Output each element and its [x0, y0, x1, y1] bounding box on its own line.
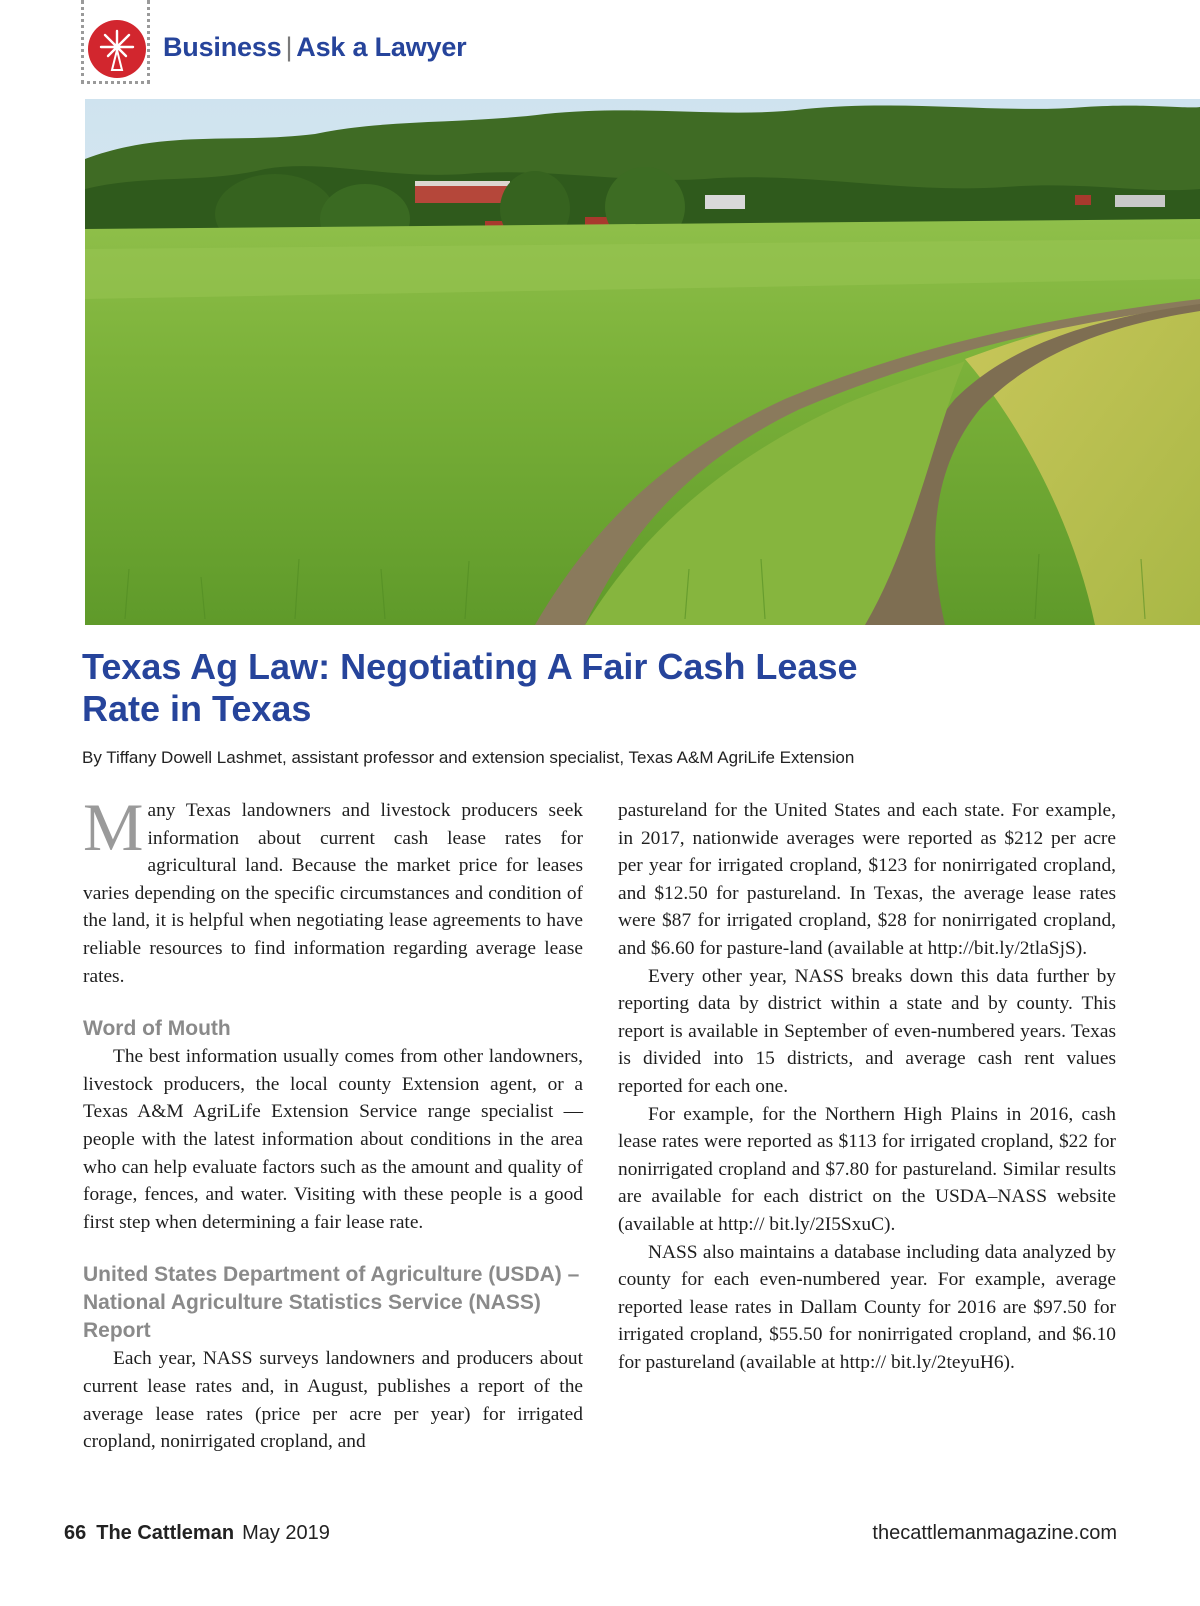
article-title-line2: Rate in Texas: [82, 688, 312, 729]
subsection-name: Ask a Lawyer: [296, 32, 467, 62]
section-heading: [163, 32, 466, 63]
intro-paragraph: [83, 789, 583, 990]
article-column-left: [83, 789, 583, 1456]
county-database-paragraph: NASS also maintains a database including data analyzed by county for each even-numbered year. For example, average reported lease rates in Dallam County for 2016 are $97.50 for irrigated cropland, $55.50 for nonirrigated cropland, and $6.10 for pastureland (available at http:// bit.ly/2teyuH6).: [618, 1241, 1116, 1373]
hero-farmland-photo: [85, 99, 1200, 625]
nass-paragraph-start: Each year, NASS surveys landowners and producers about current lease rates and, in August, publishes a report of the average lease rates (price per acre per year) for irrigated cropland, nonirrigated cropland, and: [83, 1348, 583, 1453]
drop-cap: M: [83, 789, 144, 865]
subhead-word-of-mouth: Word of Mouth: [83, 1017, 231, 1041]
page-number: 66: [64, 1522, 87, 1544]
every-other-year-paragraph: Every other year, NASS breaks down this data further by reporting data by district within a state and by county. This report is available in September of even-numbered years. Texas is divided into 15 districts, and average cash rent values reported for each one.: [618, 965, 1116, 1097]
article-title: [82, 646, 982, 730]
footer-website: thecattlemanmagazine.com: [872, 1522, 1117, 1544]
section-name: Business: [163, 32, 282, 62]
article-title-line1: Texas Ag Law: Negotiating A Fair Cash Lease: [82, 646, 858, 687]
nass-paragraph-continued: pastureland for the United States and each state. For example, in 2017, nationwide averages were reported as $212 per acre per year for irrigated cropland, $123 for nonirrigated cropland, and $12.50 for pastureland. In Texas, the average lease rates were $87 for irrigated cropland, $28 for nonirrigated cropland, and $6.60 for pasture-land (available at http://bit.ly/2tlaSjS).: [618, 800, 1116, 959]
intro-text: any Texas landowners and livestock producers seek information about current cash lease rates for agricultural land. Because the market price for leases varies depending on the specific circumstances and condition of the land, it is helpful when negotiating lease agreements to have reliable resources to find information regarding average lease rates.: [83, 800, 583, 987]
footer-folio: [64, 1522, 330, 1545]
northern-high-plains-paragraph: For example, for the Northern High Plains in 2016, cash lease rates were reported as $113 for irrigated cropland, $22 for nonirrigated cropland and $7.80 for pastureland. Similar results are available for each district on the USDA–NASS website (available at http:// bit.ly/2I5SxuC).: [618, 1103, 1116, 1235]
article-column-right: [618, 797, 1116, 1376]
windmill-logo-icon: [88, 20, 146, 78]
section-separator: |: [285, 32, 293, 62]
word-of-mouth-paragraph: The best information usually comes from other landowners, livestock producers, the local county Extension agent, or a Texas A&M AgriLife Extension Service range specialist — people with the latest information about conditions in the area who can help evaluate factors such as the amount and quality of forage, fences, and water. Visiting with these people is a good first step when determining a fair lease rate.: [83, 1046, 583, 1233]
publication-name: The Cattleman: [96, 1522, 235, 1544]
issue-date: May 2019: [242, 1522, 330, 1544]
subhead-usda-nass: United States Department of Agriculture (USDA) – National Agriculture Statistics Service (NASS) Report: [83, 1263, 580, 1343]
article-byline: By Tiffany Dowell Lashmet, assistant professor and extension specialist, Texas A&M AgriLife Extension: [82, 748, 855, 767]
